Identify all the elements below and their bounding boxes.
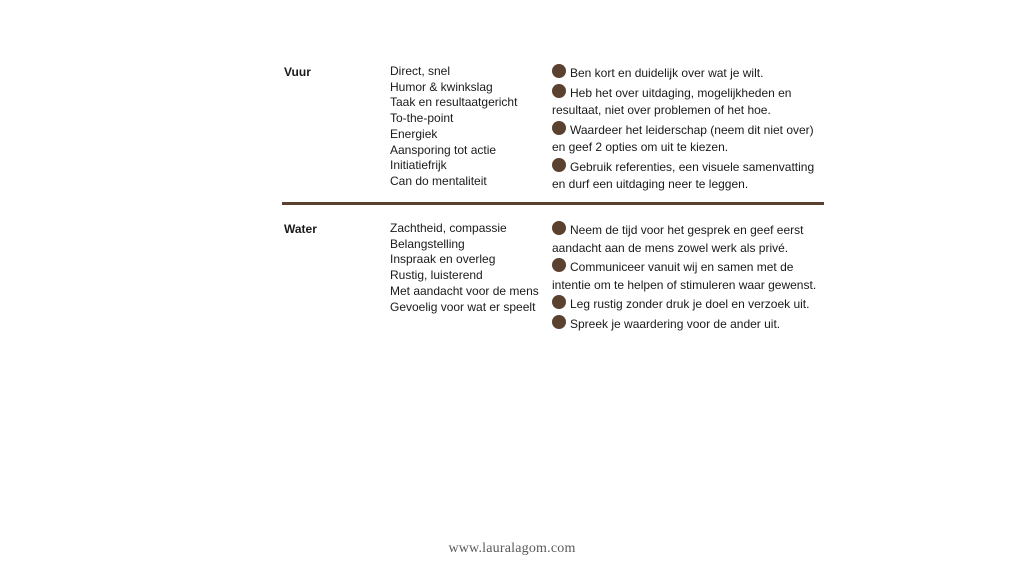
tip-item (552, 121, 824, 157)
bullet-dot-icon (552, 158, 566, 172)
tip-item (552, 221, 824, 257)
trait-item: Belangstelling (390, 236, 465, 251)
bullet-dot-icon (552, 221, 566, 235)
tip-item (552, 84, 824, 120)
tip-text: Communiceer vanuit wij en samen met de intentie om te helpen of stimuleren waar gewenst. (552, 260, 817, 292)
bullet-dot-icon (552, 84, 566, 98)
bullet-dot-icon (552, 315, 566, 329)
trait-item: Initiatiefrijk (390, 158, 447, 173)
bullet-dot-icon (552, 295, 566, 309)
trait-item: Humor & kwinkslag (390, 79, 493, 94)
section-label: Water (284, 222, 317, 236)
tip-item (552, 315, 824, 334)
trait-item: Zachtheid, compassie (390, 221, 507, 235)
tip-item (552, 64, 824, 83)
trait-item: Rustig, luisterend (390, 268, 483, 283)
bullet-dot-icon (552, 258, 566, 272)
tips-list (552, 221, 824, 334)
bullet-dot-icon (552, 121, 566, 135)
bullet-dot-icon (552, 64, 566, 78)
tip-text: Neem de tijd voor het gesprek en geef eerst aandacht aan de mens zowel werk als privé. (552, 223, 804, 255)
trait-item: Direct, snel (390, 64, 451, 78)
tip-text: Spreek je waardering voor de ander uit. (570, 316, 781, 331)
trait-item: Taak en resultaatgericht (390, 95, 518, 110)
trait-item: Met aandacht voor de mens (390, 283, 539, 298)
tip-text: Leg rustig zonder druk je doel en verzoek uit. (570, 297, 810, 311)
tip-text: Heb het over uitdaging, mogelijkheden en resultaat, niet over problemen of het hoe. (552, 85, 792, 117)
tip-item (552, 158, 824, 194)
tip-text: Ben kort en duidelijk over wat je wilt. (570, 66, 764, 80)
tip-text: Gebruik referenties, een visuele samenvatting en durf een uitdaging neer te leggen. (552, 159, 815, 191)
trait-item: Energiek (390, 126, 438, 141)
tips-list (552, 64, 824, 195)
section-divider (282, 202, 824, 205)
trait-item: To-the-point (390, 111, 454, 126)
footer-website-link[interactable]: www.lauralagom.com (448, 541, 576, 556)
tip-item (552, 258, 824, 294)
trait-item: Can do mentaliteit (390, 173, 487, 188)
traits-list (390, 221, 539, 315)
tip-text: Waardeer het leiderschap (neem dit niet over) en geef 2 opties om uit te kiezen. (552, 122, 814, 154)
trait-item: Gevoelig voor wat er speelt (390, 299, 536, 314)
trait-item: Inspraak en overleg (390, 252, 496, 267)
tip-item (552, 295, 824, 314)
traits-list (390, 64, 517, 190)
section-label: Vuur (284, 65, 311, 79)
trait-item: Aansporing tot actie (390, 142, 497, 157)
